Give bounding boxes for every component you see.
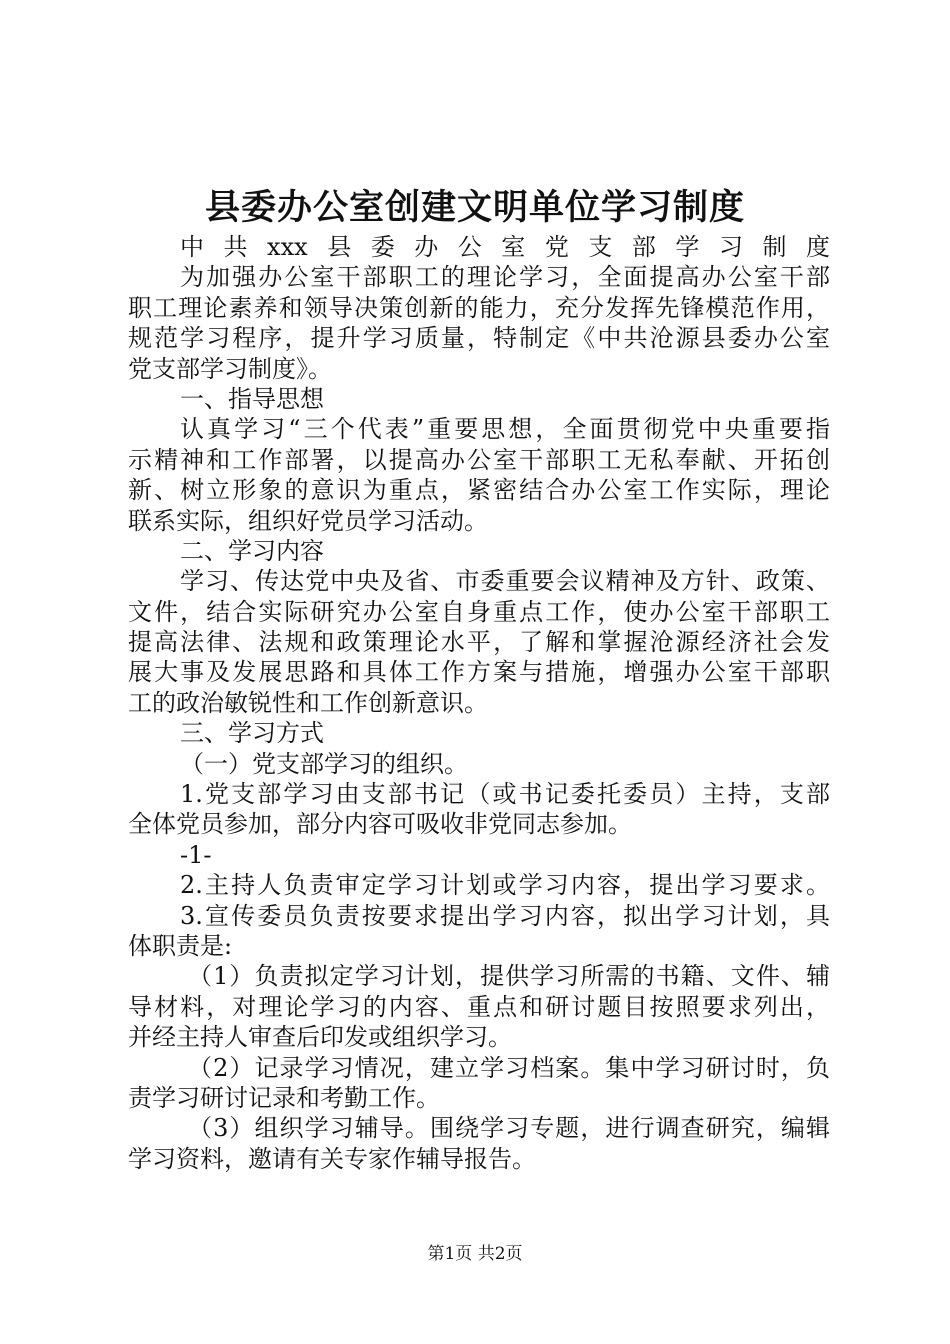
paragraph-line: 党支部学习制度》。 <box>128 354 332 383</box>
paragraph-line: 展大事及发展思路和具体工作方案与措施，增强办公室干部职 <box>128 658 830 687</box>
section-heading: 三、学习方式 <box>180 719 324 748</box>
paragraph-line: 工的政治敏锐性和工作创新意识。 <box>128 688 488 717</box>
document-body <box>128 232 830 1174</box>
page-footer: 第1页 共2页 <box>427 1244 523 1264</box>
paragraph-line: 学习、传达党中央及省、市委重要会议精神及方针、政策、 <box>180 567 830 596</box>
paragraph-line: 全体党员参加，部分内容可吸收非党同志参加。 <box>128 810 632 839</box>
paragraph-line: 学习资料，邀请有关专家作辅导报告。 <box>128 1144 536 1173</box>
paragraph-line: 并经主持人审查后印发或组织学习。 <box>128 1023 512 1052</box>
document-title: 县委办公室创建文明单位学习制度 <box>204 187 745 228</box>
subtitle-line: 中共xxx县委办公室党支部学习制度 <box>180 233 830 261</box>
paragraph-line: 示精神和工作部署，以提高办公室干部职工无私奉献、开拓创 <box>128 445 830 474</box>
section-heading: 一、指导思想 <box>180 384 324 413</box>
subsection-heading: （一）党支部学习的组织。 <box>180 749 468 778</box>
inline-page-number: -1- <box>180 840 212 869</box>
paragraph-line: 职工理论素养和领导决策创新的能力，充分发挥先锋模范作用， <box>128 293 830 322</box>
paragraph-line: 导材料，对理论学习的内容、重点和研讨题目按照要求列出， <box>128 992 830 1021</box>
paragraph-line: 1.党支部学习由支部书记（或书记委托委员）主持，支部 <box>180 780 830 809</box>
paragraph-line: 新、树立形象的意识为重点，紧密结合办公室工作实际，理论 <box>128 476 830 505</box>
paragraph-line: 联系实际，组织好党员学习活动。 <box>128 506 488 535</box>
paragraph-line: 体职责是: <box>128 931 233 960</box>
paragraph-line: 2.主持人负责审定学习计划或学习内容，提出学习要求。 <box>180 871 830 900</box>
paragraph-line: （2）记录学习情况，建立学习档案。集中学习研讨时，负 <box>188 1053 830 1082</box>
paragraph-line: （3）组织学习辅导。围绕学习专题，进行调查研究，编辑 <box>188 1114 830 1143</box>
paragraph-line: 认真学习“三个代表”重要思想，全面贯彻党中央重要指 <box>180 415 830 444</box>
paragraph-line: 提高法律、法规和政策理论水平，了解和掌握沧源经济社会发 <box>128 628 830 657</box>
paragraph-line: 文件，结合实际研究办公室自身重点工作，使办公室干部职工 <box>128 597 830 626</box>
paragraph-line: 责学习研讨记录和考勤工作。 <box>128 1083 440 1112</box>
paragraph-line: 3.宣传委员负责按要求提出学习内容，拟出学习计划，具 <box>180 901 830 930</box>
paragraph-line: 为加强办公室干部职工的理论学习，全面提高办公室干部 <box>180 263 830 292</box>
paragraph-line: 规范学习程序，提升学习质量，特制定《中共沧源县委办公室 <box>128 324 830 353</box>
section-heading: 二、学习内容 <box>180 536 324 565</box>
paragraph-line: （1）负责拟定学习计划，提供学习所需的书籍、文件、辅 <box>188 962 830 991</box>
